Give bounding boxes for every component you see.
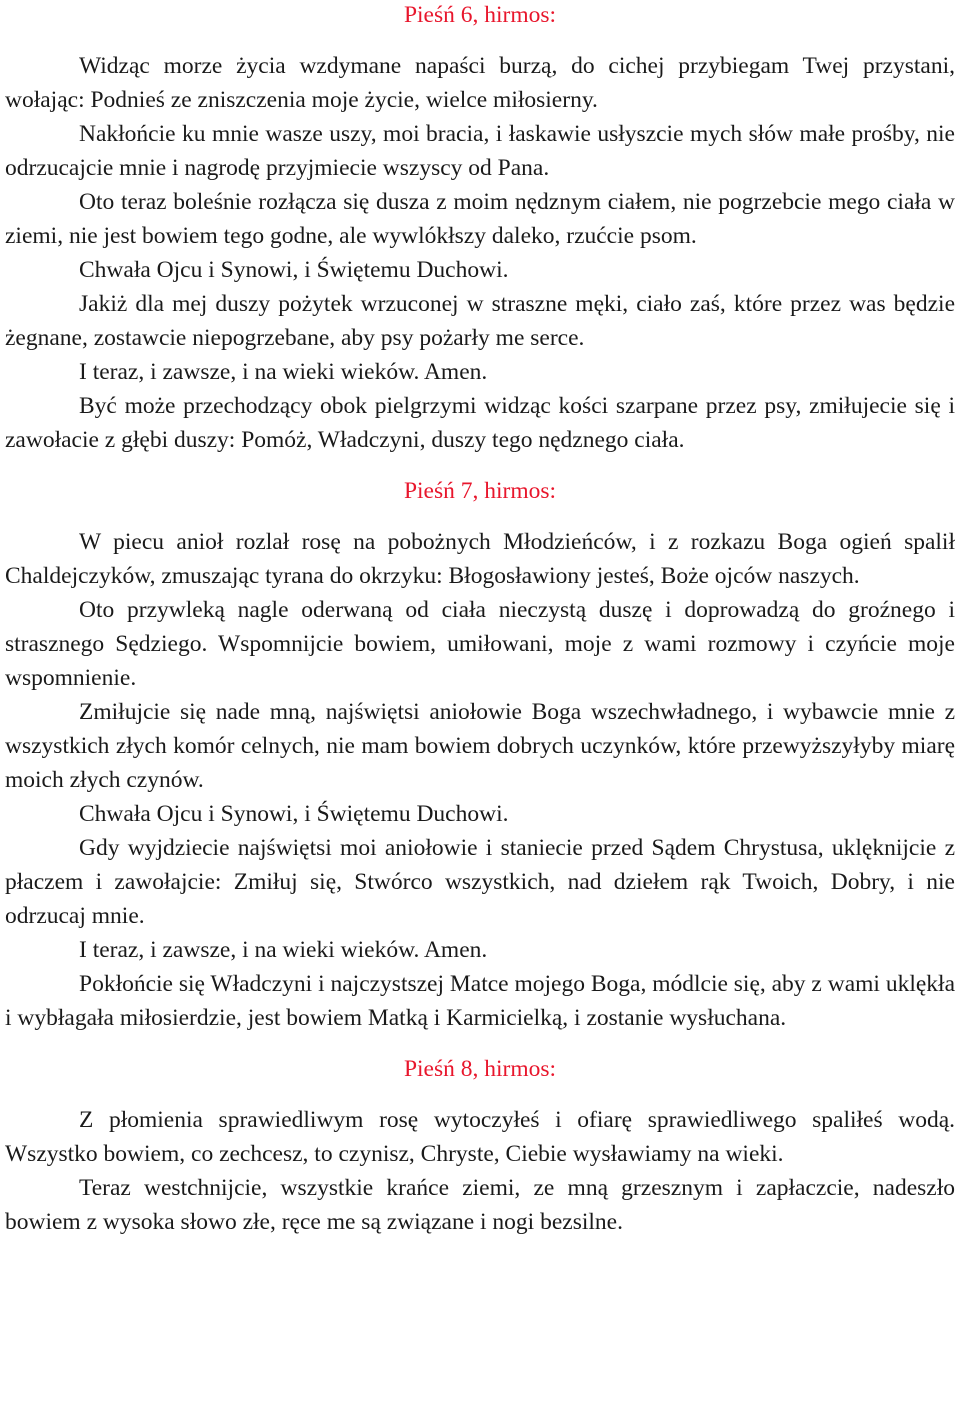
- paragraph: Teraz westchnijcie, wszystkie krańce ziemi, ze mną grzesznym i zapłaczcie, nadeszło bowiem z wysoka słowo złe, ręce me są związane i nogi bezsilne.: [5, 1175, 955, 1235]
- paragraph: I teraz, i zawsze, i na wieki wieków. Amen.: [79, 937, 488, 963]
- paragraph: Zmiłujcie się nade mną, najświętsi aniołowie Boga wszechwładnego, i wybawcie mnie z wszystkich złych komór celnych, nie mam bowiem dobrych uczynków, które przewyższyłyby miarę moich złych czynów.: [5, 699, 955, 793]
- section-body-piesn-7: [5, 525, 955, 1035]
- paragraph: Nakłońcie ku mnie wasze uszy, moi bracia, i łaskawie usłyszcie mych słów małe prośby, nie odrzucajcie mnie i nagrodę przyjmiecie wszyscy od Pana.: [5, 121, 955, 181]
- paragraph: Chwała Ojcu i Synowi, i Świętemu Duchowi.: [79, 801, 509, 827]
- paragraph: W piecu anioł rozlał rosę na pobożnych Młodzieńców, i z rozkazu Boga ogień spalił Chaldejczyków, zmuszając tyrana do okrzyku: Błogosławiony jesteś, Boże ojców naszych.: [5, 529, 955, 589]
- paragraph: Oto przywleką nagle oderwaną od ciała nieczystą duszę i doprowadzą do groźnego i strasznego Sędziego. Wspomnijcie bowiem, umiłowani, moje z wami rozmowy i czyńcie moje wspomnienie.: [5, 597, 955, 691]
- paragraph: I teraz, i zawsze, i na wieki wieków. Amen.: [79, 359, 488, 385]
- section-heading-piesn-7: Pieśń 7, hirmos:: [403, 478, 557, 504]
- document-page: [5, 0, 955, 1239]
- paragraph: Być może przechodzący obok pielgrzymi widząc kości szarpane przez psy, zmiłujecie się i zawołacie z głębi duszy: Pomóż, Władczyni, duszy tego nędznego ciała.: [5, 393, 955, 453]
- paragraph: Widząc morze życia wzdymane napaści burzą, do cichej przybiegam Twej przystani, wołając: Podnieś ze zniszczenia moje życie, wielce miłosierny.: [5, 53, 955, 113]
- paragraph: Oto teraz boleśnie rozłącza się dusza z moim nędznym ciałem, nie pogrzebcie mego ciała w ziemi, nie jest bowiem tego godne, ale wywlókłszy daleko, rzućcie psom.: [5, 189, 955, 249]
- paragraph: Chwała Ojcu i Synowi, i Świętemu Duchowi.: [79, 257, 509, 283]
- paragraph: Z płomienia sprawiedliwym rosę wytoczyłeś i ofiarę sprawiedliwego spaliłeś wodą. Wszystko bowiem, co zechcesz, to czynisz, Chryste, Ciebie wysławiamy na wieki.: [5, 1107, 955, 1167]
- paragraph: Gdy wyjdziecie najświętsi moi aniołowie i staniecie przed Sądem Chrystusa, uklęknijcie z płaczem i zawołajcie: Zmiłuj się, Stwórco wszystkich, nad dziełem rąk Twoich, Dobry, i nie odrzucaj mnie.: [5, 835, 955, 929]
- paragraph: Jakiż dla mej duszy pożytek wrzuconej w straszne męki, ciało zaś, które przez was będzie żegnane, zostawcie niepogrzebane, aby psy pożarły me serce.: [5, 291, 955, 351]
- section-body-piesn-6: [5, 49, 955, 457]
- section-heading-piesn-6: Pieśń 6, hirmos:: [403, 2, 557, 28]
- section-body-piesn-8: [5, 1103, 955, 1239]
- paragraph: Pokłońcie się Władczyni i najczystszej Matce mojego Boga, módlcie się, aby z wami uklękła i wybłagała miłosierdzie, jest bowiem Matką i Karmicielką, i zostanie wysłuchana.: [5, 971, 955, 1031]
- section-heading-piesn-8: Pieśń 8, hirmos:: [403, 1056, 557, 1082]
